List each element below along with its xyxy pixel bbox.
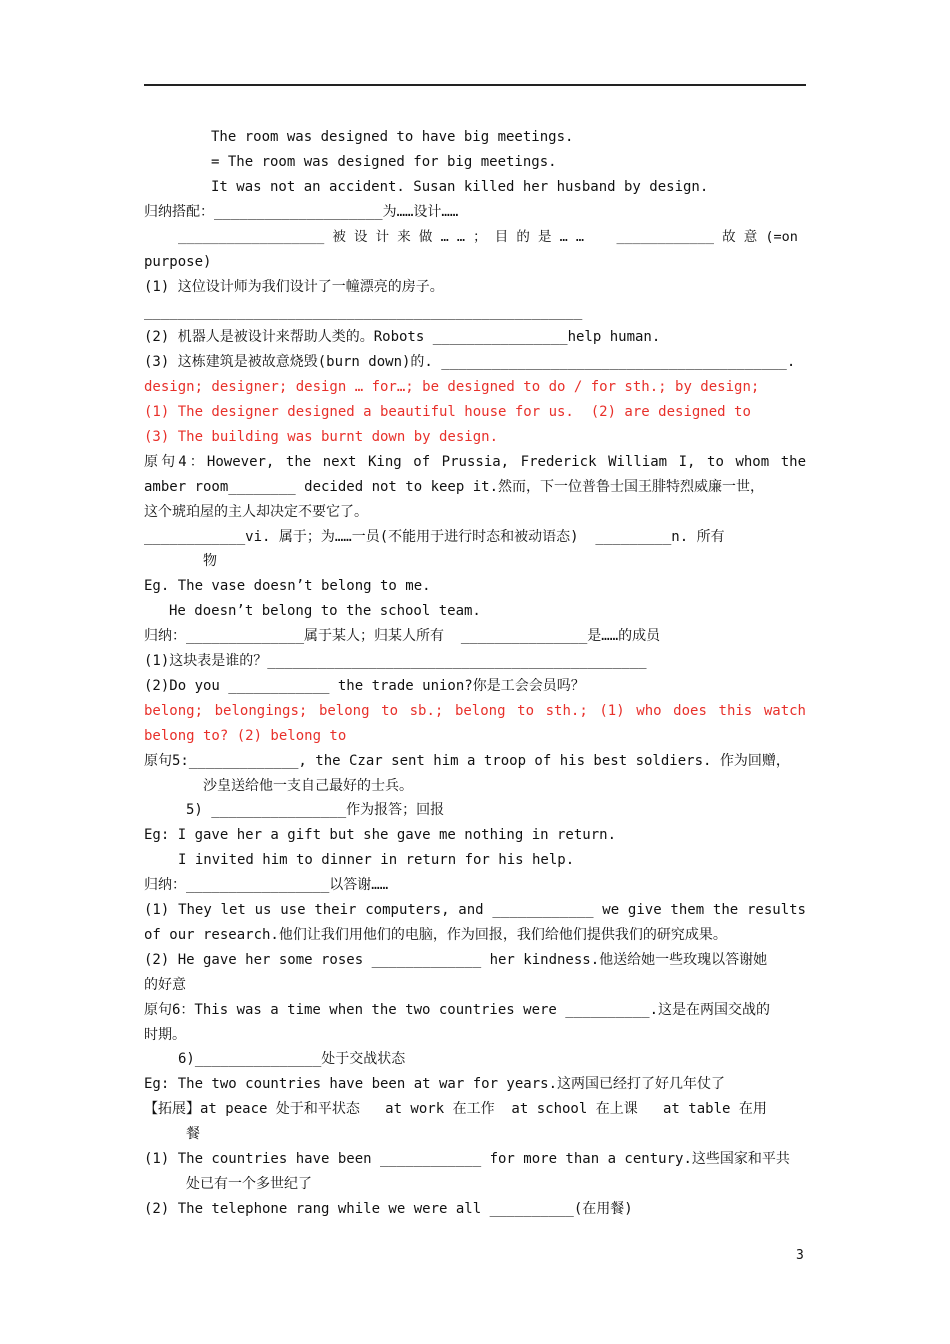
example-line: He doesn’t belong to the school team. bbox=[169, 603, 481, 619]
exercise-line: (1) The countries have been ____________ for more than a century.这些国家和平共 bbox=[144, 1151, 790, 1167]
page-number: 3 bbox=[796, 1248, 804, 1263]
answer-key-line: (1) The designer designed a beautiful house for us. (2) are designed to bbox=[144, 404, 751, 420]
example-line: It was not an accident. Susan killed her husband by design. bbox=[211, 179, 709, 195]
summary-line: __________________ 被 设 计 来 做 … … ； 目 的 是 … … ____________ 故 意 (=on bbox=[178, 229, 798, 245]
source-sentence-line: 原句5:_____________, the Czar sent him a troop of his best soldiers. 作为回赠， bbox=[144, 753, 790, 769]
phrase-line: 6)_______________处于交战状态 bbox=[178, 1051, 406, 1067]
source-sentence-line: 沙皇送给他一支自己最好的士兵。 bbox=[203, 778, 413, 794]
header-rule bbox=[144, 84, 806, 86]
summary-line: 归纳：______________属于某人；归某人所有 _______________是……的成员 bbox=[144, 628, 661, 644]
phrase-line: 5) ________________作为报答；回报 bbox=[186, 802, 445, 818]
source-sentence-line: 这个琥珀屋的主人却决定不要它了。 bbox=[144, 504, 368, 520]
extension-line: 【拓展】at peace 处于和平状态 at work 在工作 at school 在上课 at table 在用 bbox=[144, 1101, 767, 1117]
text-line: purpose) bbox=[144, 254, 212, 270]
exercise-line: 的好意 bbox=[144, 977, 186, 993]
summary-line: 归纳：_________________以答谢…… bbox=[144, 877, 389, 893]
source-sentence-line: 时期。 bbox=[144, 1027, 186, 1043]
exercise-line: (1)这块表是谁的？_____________________________________________ bbox=[144, 653, 647, 669]
exercise-line: (1) They let us use their computers, and ____________ we give them the results bbox=[144, 902, 806, 918]
exercise-line: (2) The telephone rang while we were all __________(在用餐) bbox=[144, 1201, 633, 1217]
vocab-line: ____________vi. 属于；为……一员(不能用于进行时态和被动语态) _________n. 所有 bbox=[144, 529, 725, 545]
answer-key-line: belong to? (2) belong to bbox=[144, 728, 347, 744]
answer-key-line: belong; belongings; belong to sb.; belong to sth.; (1) who does this watch bbox=[144, 703, 806, 719]
example-line: I invited him to dinner in return for his help. bbox=[178, 852, 575, 868]
answer-blank: ____________________________________________________ bbox=[144, 304, 583, 320]
example-line: The room was designed to have big meetings. bbox=[211, 129, 574, 145]
example-line: Eg. The vase doesn’t belong to me. bbox=[144, 578, 431, 594]
example-line: Eg: The two countries have been at war for years.这两国已经打了好几年仗了 bbox=[144, 1076, 726, 1092]
example-line: = The room was designed for big meetings. bbox=[211, 154, 557, 170]
example-line: Eg: I gave her a gift but she gave me nothing in return. bbox=[144, 827, 617, 843]
summary-line: 归纳搭配：____________________为……设计…… bbox=[144, 204, 459, 220]
answer-key-line: design; designer; design … for…; be designed to do / for sth.; by design; bbox=[144, 379, 760, 395]
extension-line: 餐 bbox=[186, 1126, 200, 1142]
exercise-line: (3) 这栋建筑是被故意烧毁(burn down)的. _________________________________________. bbox=[144, 354, 796, 370]
exercise-line: (2) 机器人是被设计来帮助人类的。Robots ________________help human. bbox=[144, 329, 661, 345]
source-sentence-line: 原句4：However, the next King of Prussia, Frederick William I, to whom the bbox=[144, 454, 806, 470]
exercise-line: (2) He gave her some roses _____________ her kindness.他送给她一些玫瑰以答谢她 bbox=[144, 952, 768, 968]
exercise-line: (1) 这位设计师为我们设计了一幢漂亮的房子。 bbox=[144, 279, 444, 295]
answer-key-line: (3) The building was burnt down by design. bbox=[144, 429, 499, 445]
source-sentence-line: amber room________ decided not to keep it.然而，下一位普鲁士国王腓特烈威廉一世， bbox=[144, 479, 765, 495]
vocab-line: 物 bbox=[203, 553, 217, 569]
exercise-line: 处已有一个多世纪了 bbox=[186, 1176, 312, 1192]
source-sentence-line: 原句6：This was a time when the two countries were __________.这是在两国交战的 bbox=[144, 1002, 771, 1018]
exercise-line: of our research.他们让我们用他们的电脑，作为回报，我们给他们提供我们的研究成果。 bbox=[144, 927, 727, 943]
exercise-line: (2)Do you ____________ the trade union?你是工会会员吗？ bbox=[144, 678, 585, 694]
